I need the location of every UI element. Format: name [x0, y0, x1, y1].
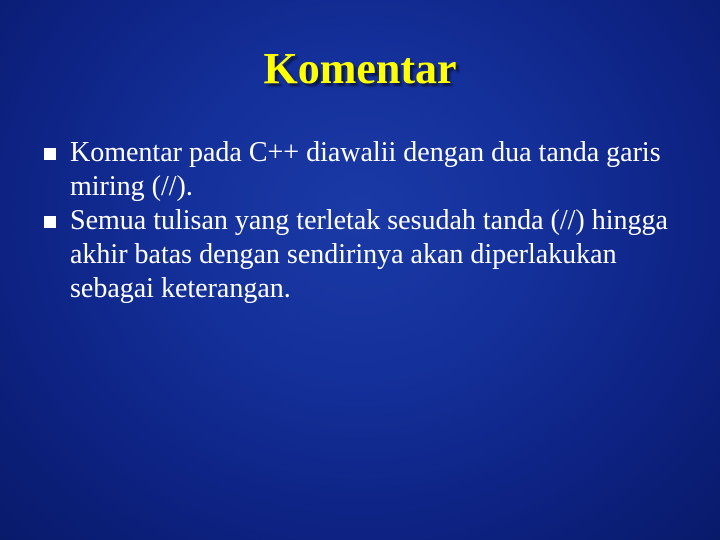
square-bullet-icon	[44, 216, 56, 228]
bullet-item	[44, 204, 694, 306]
bullet-item	[44, 136, 694, 204]
square-bullet-icon	[44, 148, 56, 160]
bullet-text: Semua tulisan yang terletak sesudah tanda (//) hingga akhir batas dengan sendirinya akan diperlakukan sebagai keterangan.	[70, 205, 668, 304]
slide-title: Komentar	[263, 44, 457, 93]
bullet-text: Komentar pada C++ diawalii dengan dua tanda garis miring (//).	[70, 137, 661, 202]
bullet-list	[44, 136, 694, 306]
